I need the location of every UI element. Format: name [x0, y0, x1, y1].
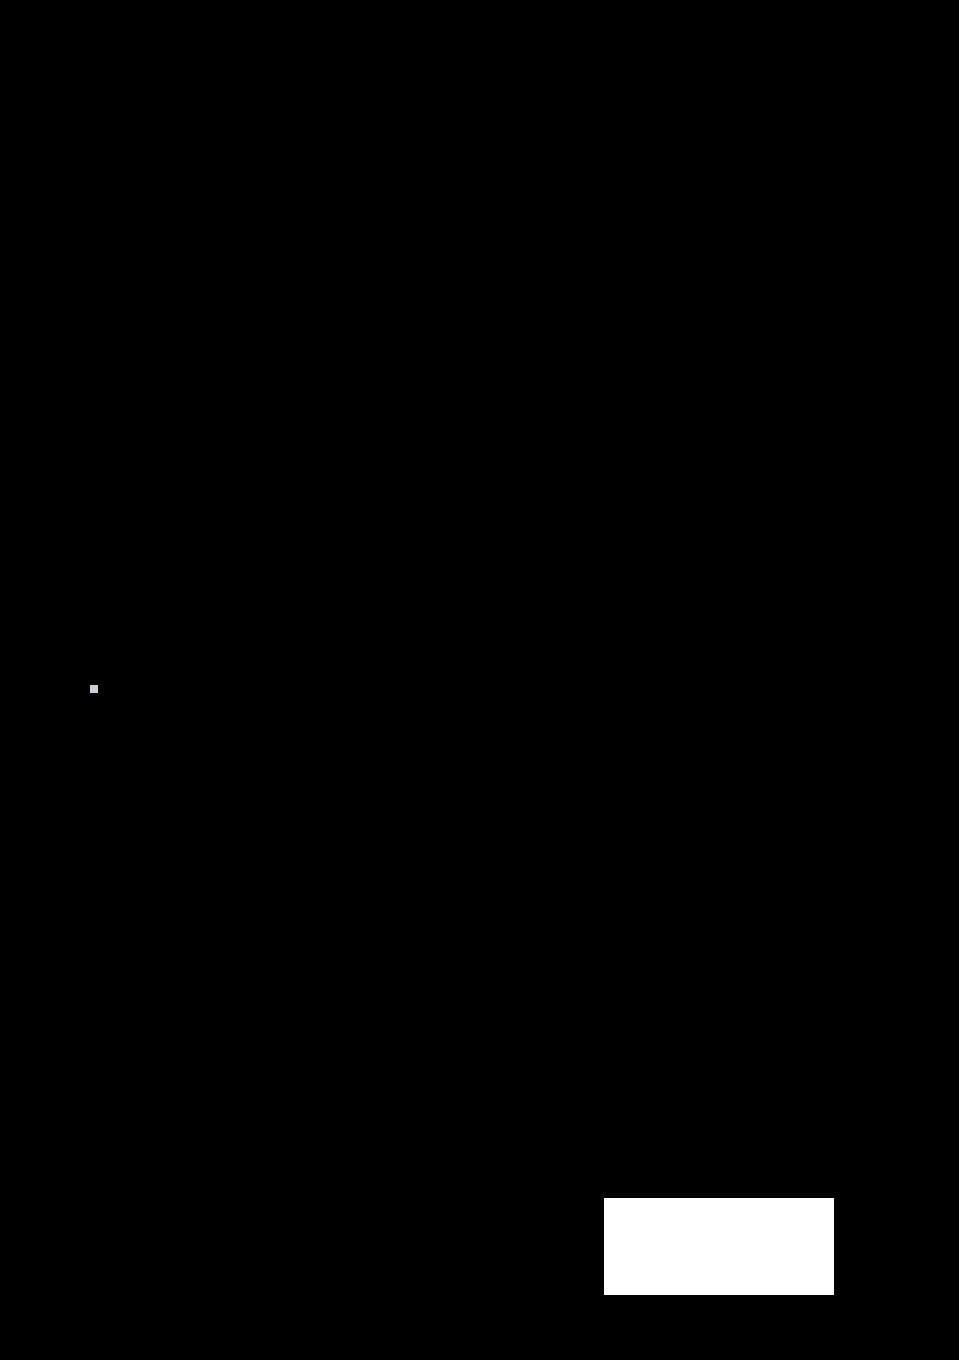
barcode [604, 1198, 834, 1295]
background-blue-panel [0, 255, 959, 1280]
barcode-bars [604, 1198, 834, 1295]
edge-marker [948, 270, 959, 330]
